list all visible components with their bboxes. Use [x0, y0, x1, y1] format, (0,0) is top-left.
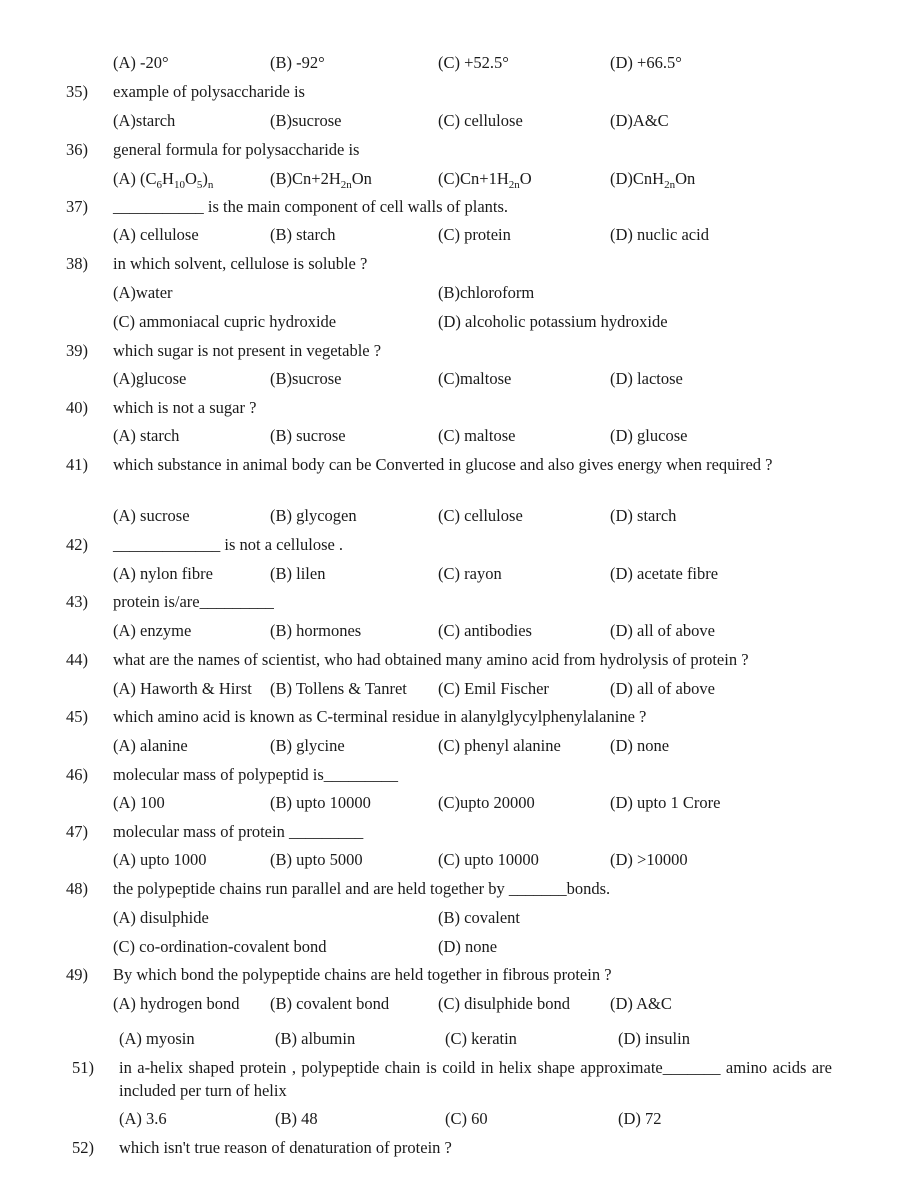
option-a: (A) upto 1000	[113, 850, 207, 869]
q49-options	[113, 992, 843, 1015]
option-c: (C) disulphide bond	[438, 994, 570, 1013]
q46-options	[113, 791, 843, 814]
question-text: By which bond the polypeptide chains are held together in fibrous protein ?	[113, 965, 612, 984]
question-number: 48)	[66, 879, 88, 898]
option-d: (D) alcoholic potassium hydroxide	[438, 312, 668, 331]
question-text: _____________ is not a cellulose .	[113, 535, 344, 554]
option-c: (C)maltose	[438, 369, 512, 388]
question-number: 42)	[66, 535, 88, 554]
option-b: (B) glycogen	[270, 506, 357, 525]
question-text: ___________ is the main component of cell walls of plants.	[113, 197, 509, 216]
question-text: which is not a sugar ?	[113, 398, 257, 417]
option-a: (A) disulphide	[113, 908, 209, 927]
option-d: (D) insulin	[618, 1029, 690, 1048]
q51-options	[119, 1107, 849, 1130]
q41-options	[113, 504, 843, 527]
option-c: (C)upto 20000	[438, 793, 535, 812]
option-a: (A) 100	[113, 793, 165, 812]
option-b: (B) albumin	[275, 1029, 356, 1048]
question-number: 39)	[66, 341, 88, 360]
question-text: example of polysaccharide is	[113, 82, 305, 101]
option-c: $(C)Cn+1H_{2n}O$	[438, 169, 532, 191]
question-text: molecular mass of polypeptid is_________	[113, 765, 399, 784]
option-a: (A) nylon fibre	[113, 564, 213, 583]
option-c: (C) keratin	[445, 1029, 517, 1048]
option-c: (C) rayon	[438, 564, 502, 583]
question-number: 35)	[66, 82, 88, 101]
q37-options	[113, 223, 843, 246]
option-c: (C) +52.5°	[438, 53, 509, 72]
option-c: (C) cellulose	[438, 111, 523, 130]
option-d: (D)CnH$_{2n}$On	[610, 169, 696, 191]
option-b: (B) starch	[270, 225, 336, 244]
option-c: (C) protein	[438, 225, 511, 244]
option-c: (C) maltose	[438, 426, 516, 445]
option-b: (B) covalent bond	[270, 994, 390, 1013]
option-b: (B)sucrose	[270, 369, 342, 388]
q40-options	[113, 424, 843, 447]
option-b: (B) sucrose	[270, 426, 346, 445]
question-number: 40)	[66, 398, 88, 417]
option-b: (B) 48	[275, 1109, 318, 1128]
option-a: (A)water	[113, 283, 173, 302]
q39-options	[113, 367, 843, 390]
q48-options-row1	[113, 906, 843, 929]
question-text: which amino acid is known as C-terminal residue in alanylglycylphenylalanine ?	[113, 707, 647, 726]
q43-options	[113, 619, 843, 642]
question-number: 36)	[66, 140, 88, 159]
question-number: 47)	[66, 822, 88, 841]
q50-options	[119, 1027, 849, 1050]
option-a: (A) myosin	[119, 1029, 195, 1048]
option-d: (D)A&C	[610, 111, 669, 130]
option-c: (C) cellulose	[438, 506, 523, 525]
option-a: (A) $(C_6H_{10}O_5)_n$	[113, 169, 214, 191]
question-text: which isn't true reason of denaturation of protein ?	[119, 1138, 452, 1157]
question-number: 51)	[72, 1058, 94, 1077]
option-d: (D) none	[438, 937, 498, 956]
option-b: (B) upto 10000	[270, 793, 371, 812]
option-d: (D) all of above	[610, 679, 715, 698]
question-number: 52)	[72, 1138, 94, 1157]
option-a: (A) starch	[113, 426, 180, 445]
question-text: general formula for polysaccharide is	[113, 140, 360, 159]
option-b: (B) Tollens & Tanret	[270, 679, 407, 698]
q45-options	[113, 734, 843, 757]
q34-options	[113, 51, 843, 74]
question-text: the polypeptide chains run parallel and are held together by _______bonds.	[113, 879, 611, 898]
q35-options	[113, 109, 843, 132]
option-b: (B) glycine	[270, 736, 345, 755]
question-text: which sugar is not present in vegetable ?	[113, 341, 382, 360]
option-a: (A)starch	[113, 111, 176, 130]
question-text: protein is/are_________	[113, 592, 274, 611]
option-b: (B) lilen	[270, 564, 326, 583]
option-b: (B) upto 5000	[270, 850, 363, 869]
question-text: in a-helix shaped protein , polypeptide chain is coild in helix shape approximate_______ amino acids are included per turn of helix	[119, 1058, 832, 1100]
option-d: (D) upto 1 Crore	[610, 793, 721, 812]
question-number: 46)	[66, 765, 88, 784]
question-number: 49)	[66, 965, 88, 984]
option-d: (D) glucose	[610, 426, 688, 445]
question-text: molecular mass of protein _________	[113, 822, 364, 841]
option-d: (D) starch	[610, 506, 677, 525]
question-text: which substance in animal body can be Converted in glucose and also gives energy when required ?	[113, 455, 773, 474]
q36-options	[113, 167, 843, 190]
q42-options	[113, 562, 843, 585]
option-d: (D) lactose	[610, 369, 683, 388]
option-c: (C) phenyl alanine	[438, 736, 561, 755]
q44-options	[113, 677, 843, 700]
option-d: (D) all of above	[610, 621, 715, 640]
option-a: (A) Haworth & Hirst	[113, 679, 252, 698]
option-d: (D) nuclic acid	[610, 225, 709, 244]
question-text: what are the names of scientist, who had obtained many amino acid from hydrolysis of protein ?	[113, 650, 749, 669]
option-c: (C) antibodies	[438, 621, 532, 640]
option-b: (B)chloroform	[438, 283, 535, 302]
option-a: (A) -20°	[113, 53, 169, 72]
question-text: in which solvent, cellulose is soluble ?	[113, 254, 368, 273]
option-d: (D) acetate fibre	[610, 564, 719, 583]
option-a: (A) 3.6	[119, 1109, 167, 1128]
option-a: (A) cellulose	[113, 225, 199, 244]
question-number: 44)	[66, 650, 88, 669]
option-c: (C) ammoniacal cupric hydroxide	[113, 312, 337, 331]
option-b: $(B)Cn+2H_{2n}On$	[270, 169, 372, 191]
q48-options-row2	[113, 935, 843, 958]
option-b: (B)sucrose	[270, 111, 342, 130]
question-number: 38)	[66, 254, 88, 273]
option-a: (A) alanine	[113, 736, 188, 755]
option-a: (A) sucrose	[113, 506, 190, 525]
option-c: (C) 60	[445, 1109, 488, 1128]
option-d: (D) none	[610, 736, 670, 755]
q38-options-row1	[113, 281, 843, 304]
option-b: (B) hormones	[270, 621, 362, 640]
option-a: (A)glucose	[113, 369, 187, 388]
option-a: (A) hydrogen bond	[113, 994, 240, 1013]
q38-options-row2	[113, 310, 843, 333]
question-number: 43)	[66, 592, 88, 611]
option-b: (B) -92°	[270, 53, 325, 72]
option-c: (C) Emil Fischer	[438, 679, 549, 698]
option-b: (B) covalent	[438, 908, 521, 927]
question-number: 37)	[66, 197, 88, 216]
question-number: 45)	[66, 707, 88, 726]
option-d: (D) 72	[618, 1109, 662, 1128]
option-d: (D) >10000	[610, 850, 688, 869]
option-d: (D) A&C	[610, 994, 672, 1013]
question-number: 41)	[66, 455, 88, 474]
option-a: (A) enzyme	[113, 621, 192, 640]
option-c: (C) co-ordination-covalent bond	[113, 937, 327, 956]
q47-options	[113, 848, 843, 871]
option-d: (D) +66.5°	[610, 53, 682, 72]
option-c: (C) upto 10000	[438, 850, 539, 869]
